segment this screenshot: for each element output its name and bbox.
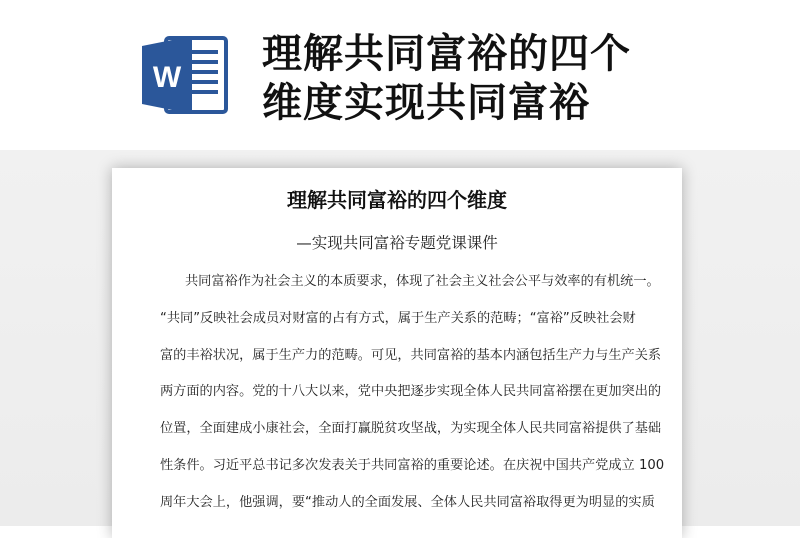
- document-subtitle: —实现共同富裕专题党课课件: [296, 234, 498, 252]
- paragraph-line: 周年大会上，他强调，要“推动人的全面发展、全体人民共同富裕取得更为明显的实质: [160, 495, 655, 510]
- document-title: 理解共同富裕的四个维度: [287, 188, 507, 212]
- paragraph-line: 两方面的内容。党的十八大以来，党中央把逐步实现全体人民共同富裕摆在更加突出的: [160, 384, 662, 399]
- header-title: [262, 30, 782, 128]
- paragraph-line: 共同富裕作为社会主义的本质要求，体现了社会主义社会公平与效率的有机统一。: [185, 274, 660, 289]
- header-title-line-1: 理解共同富裕的四个: [262, 31, 631, 77]
- document-page: [112, 168, 682, 538]
- paragraph-line: 性条件。习近平总书记多次发表关于共同富裕的重要论述。在庆祝中国共产党成立 100: [160, 458, 665, 473]
- header-banner: [0, 0, 800, 160]
- paragraph-line: 位置，全面建成小康社会，全面打赢脱贫攻坚战，为实现全体人民共同富裕提供了基础: [160, 421, 662, 436]
- word-logo-letter: W: [152, 61, 182, 94]
- header-title-line-2: 维度实现共同富裕: [262, 80, 590, 126]
- word-icon: [140, 32, 232, 118]
- paragraph-line: 富的丰裕状况，属于生产力的范畴。可见，共同富裕的基本内涵包括生产力与生产关系: [160, 348, 662, 363]
- paragraph-line: “共同”反映社会成员对财富的占有方式，属于生产关系的范畴；“富裕”反映社会财: [160, 311, 636, 326]
